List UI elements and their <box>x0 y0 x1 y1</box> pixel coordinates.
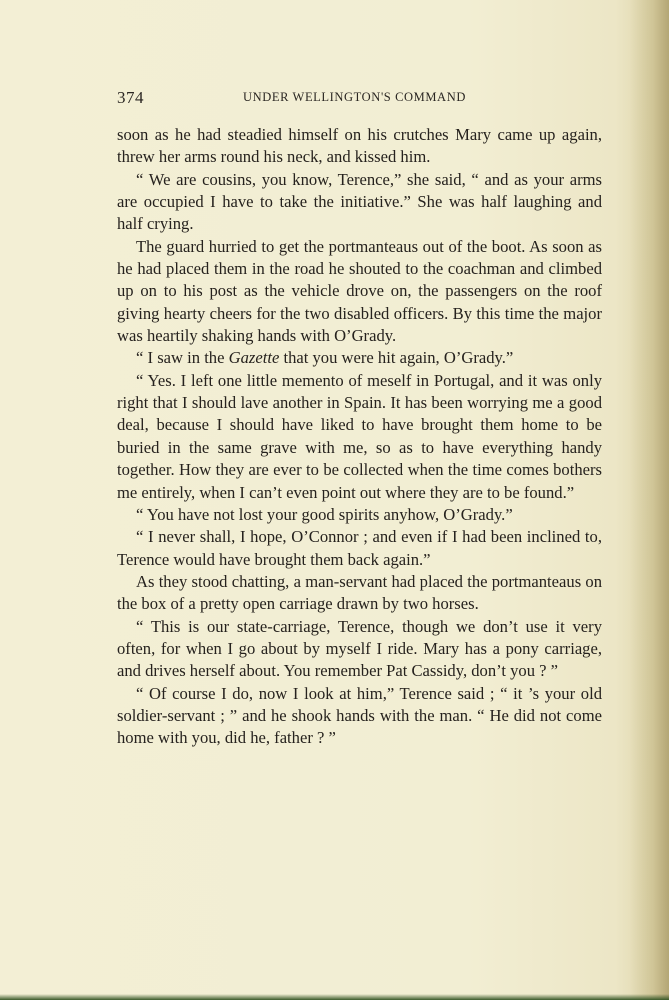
paragraph: “ Of course I do, now I look at him,” Terence said ; “ it ’s your old soldier-servant ; ” and he shook hands with the man. “ He did not come home with you, did he, father ? ” <box>117 683 602 748</box>
paragraph: soon as he had steadied himself on his crutches Mary came up again, threw her arms round his neck, and kissed him. <box>117 125 602 167</box>
gazette-title: Gazette <box>228 348 280 368</box>
paragraph: As they stood chatting, a man-servant had placed the portmanteaus on the box of a pretty open carriage drawn by two horses. <box>117 571 602 614</box>
page-number: 374 <box>117 88 144 107</box>
paragraph: “ You have not lost your good spirits anyhow, O’Grady.” <box>136 504 513 524</box>
paragraph: “ We are cousins, you know, Terence,” she said, “ and as your arms are occupied I have to take the initiative.” She was half laughing and half crying. <box>117 169 602 234</box>
page-edge-shadow <box>629 0 669 1000</box>
paragraph <box>117 347 602 369</box>
page-header <box>117 88 602 112</box>
page-bottom-edge <box>0 994 669 1000</box>
paragraph: “ Yes. I left one little memento of meself in Portugal, and it was only right that I should lave another in Spain. It has been worrying me a good deal, because I should have liked to have brought them home to be buried in the same grave with me, so as to have everything handy together. How they are ever to be collected when the time comes bothers me entirely, when I can’t even point out where they are to be found.” <box>117 370 602 502</box>
gazette-after: that you were hit again, O’Grady.” <box>279 348 514 368</box>
body-text <box>117 124 602 750</box>
running-head: UNDER WELLINGTON'S COMMAND <box>243 90 466 104</box>
paragraph: The guard hurried to get the portmanteaus out of the boot. As soon as he had placed them in the road he shouted to the coachman and climbed up on to his post as the vehicle drove on, the passengers on the roof giving hearty cheers for the two disabled officers. By this time the major was heartily shaking hands with O’Grady. <box>117 236 602 346</box>
paragraph: “ This is our state-carriage, Terence, though we don’t use it very often, for when I go about by myself I ride. Mary has a pony carriage, and drives herself about. You remember Pat Cassidy, don’t you ? ” <box>117 616 602 681</box>
gazette-before: “ I saw in the <box>136 348 229 368</box>
paragraph: “ I never shall, I hope, O’Connor ; and even if I had been inclined to, Terence would have brought them back again.” <box>117 527 602 569</box>
